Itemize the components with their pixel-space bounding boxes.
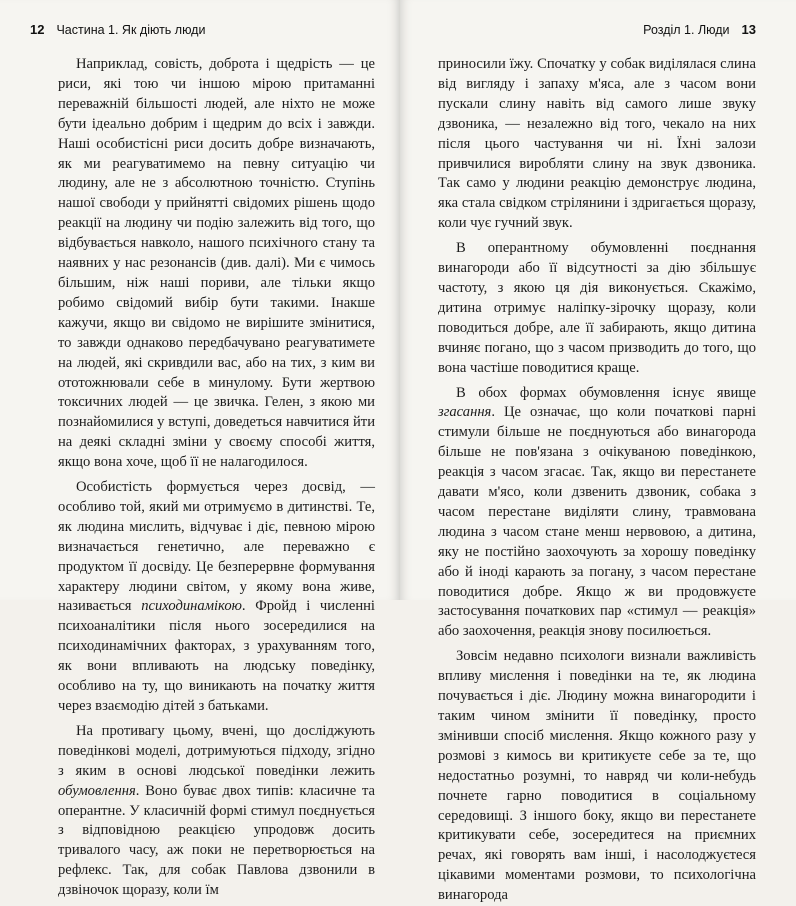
right-running-head-title: Розділ 1. Люди — [643, 23, 730, 37]
left-paragraph — [58, 55, 375, 473]
right-page — [400, 0, 796, 904]
right-paragraph — [438, 384, 756, 643]
left-page — [0, 0, 400, 899]
left-paragraph — [58, 478, 375, 717]
right-running-head — [643, 22, 756, 37]
paragraph-text: В оперантному обумовленні поєднання винагороди або її відсутності за дію збільшує частоту, з якою ця дія виконується. Скажімо, дитина отримує наліпку-зірочку щоразу, коли поводиться добре, але її забирають, якщо дитина вчиняє погано, що з часом призводить до того, що вона частіше поводитися краще. — [438, 240, 756, 376]
paragraph-text: Наприклад, совість, доброта і щедрість — це риси, які тою чи іншою мірою притаманні переважній більшості людей, але ніхто не може бути ідеально добрим і щедрим до всіх і завжди. Наші особистісні риси досить добре визначають, як ми реагуватимемо на певну ситуацію чи людину, але не з абсолютною точністю. Ступінь нашої свободи у прийнятті свідомих рішень щодо реакції на людину чи подію залежить від того, що відбувається навколо, нашого психічного стану та наявних у нас резонансів (див. далі). Ми є чимось більшим, ніж наші пориви, але тільки якщо робимо свідомий вибір бути такими. Інакше кажучи, якщо ви свідомо не вирішите змінитися, то завжди однаково передбачувано реагуватимете на людей, які скривдили вас, або на тих, з ким ви ототожнювали себе в минулому. Бути жертвою токсичних людей — це звичка. Гелен, з якою ми познайомилися у вступі, доведеться навчитися йти на деякі складні зміни у своєму способі життя, якщо вона хоче, щоб її не налагодилося. — [58, 56, 375, 471]
left-body-text — [58, 55, 375, 901]
paragraph-text: . Воно буває двох типів: класичне та оперантне. У класичній формі стимул поєднується з відповідною реакцією упродовж досить тривалого часу, аж поки не перетворюється на рефлекс. Так, для собак Павлова дзвонили в дзвіночок щоразу, коли їм — [58, 782, 375, 899]
paragraph-text: Зовсім недавно психологи визнали важливість впливу мислення і поведінки на те, як людина почувається і діє. Людину можна винагородити і таким чином змінити її поведінку, просто змінивши спосіб мислення. Якщо кожного разу у розмові з кимось ви критикуєте себе за те, що недостатньо розумні, то навряд чи коли-небудь почнете гарно поводитися в соціальному середовищі. З іншого боку, якщо ви перестанете критикувати себе, зосередитеся на приємних речах, які говорять вам інші, і насолоджуєтеся цікавими моментами розмови, то психологічна винагорода — [438, 648, 756, 904]
right-paragraph — [438, 239, 756, 378]
paragraph-text: . Це означає, що коли початкові парні стимули більше не поєднуються або винагорода більше не пов'язана з очікуваною поведінкою, реакція з часом згасає. Так, якщо ви перестанете давати м'ясо, коли дзвенить дзвоник, собака з часом перестане виділяти слину, травмована людина з часом стане менш нервовою, а дитина, яку не постійно заохочують за хорошу поведінку або й іноді карають за погану, з часом перестане поводитися добре. Якщо ж ви продовжуєте застосування початкових пар «стимул — реакція» або заохочення, реакція знову посилюється. — [438, 404, 756, 640]
left-paragraph — [58, 722, 375, 901]
left-running-head-title: Частина 1. Як діють люди — [56, 23, 206, 37]
right-body-text — [438, 55, 756, 906]
left-running-head — [30, 22, 205, 37]
paragraph-text: В обох формах обумовлення існує явище — [456, 384, 756, 401]
right-paragraph — [438, 647, 756, 906]
left-page-number: 12 — [30, 22, 45, 37]
paragraph-text: . Фройд і численні психоаналітики після нього зосередилися на психодинамічних факторах, з урахуванням того, як вони впливають на людську поведінку, особливо на ту, що виникають на початку життя через взаємодію дітей з батьками. — [58, 598, 375, 714]
paragraph-text: приносили їжу. Спочатку у собак виділялася слина від вигляду і запаху м'яса, але з часом вони пускали слину навіть від самого лише звуку дзвоника, — незалежно від того, чекало на них після цього частування чи ні. Їхні залози привчилися виробляти слину на звук дзвоника. Так само у людини реакцію демонструє людина, яка стала свідком стрілянини і здригається щоразу, коли чує гучний звук. — [438, 56, 756, 232]
italic-term: психодинамікою — [141, 598, 242, 615]
italic-term: згасання — [438, 404, 492, 421]
right-paragraph — [438, 55, 756, 234]
paragraph-text: Особистість формується через досвід, — особливо той, який ми отримуємо в дитинстві. Те, як людина мислить, відчуває і діє, певною мірою визначається генетично, але переважно є продуктом її досвіду. Це безперервне формування характеру людини світом, у якому вона живе, називається — [58, 479, 375, 615]
italic-term: обумовлення — [58, 782, 136, 799]
right-page-number: 13 — [741, 22, 756, 37]
paragraph-text: На противагу цьому, вчені, що досліджують поведінкові моделі, дотримуються підходу, згідно з яким в основі людської поведінки лежить — [58, 722, 375, 779]
